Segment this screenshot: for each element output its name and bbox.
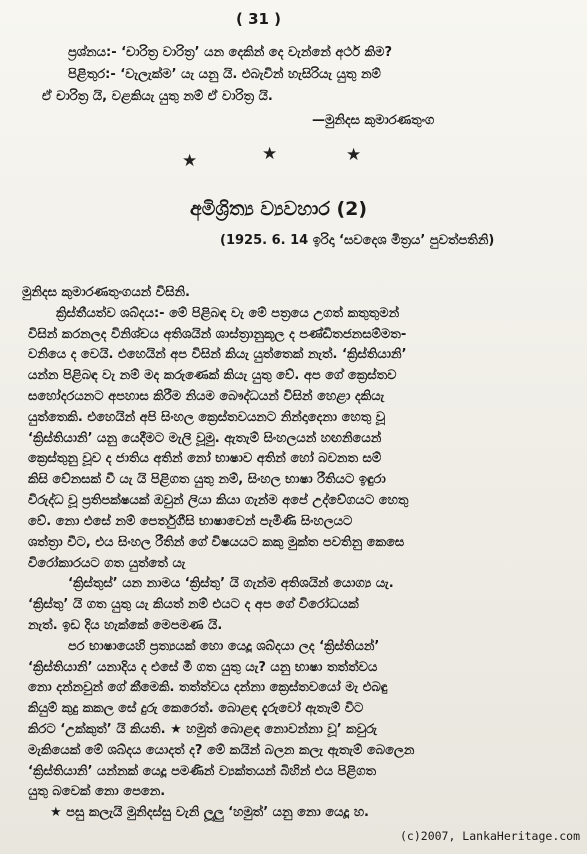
answer-continuation: ඒ චාරිත්‍ර යි, වළකියැ යුතු නම් ඒ වාරිත්‍ර යි. <box>42 89 273 104</box>
para3-line: ‘ක්‍රිස්තියානි’ යනාදිය ද එසේ මී ගත යුතු යැ? යනු භාෂා තත්ත්වය <box>28 660 378 675</box>
qa-author: —මුනිදස කුමාරණතුංග <box>312 113 435 128</box>
body-line: විරෝකාරයට ගත යුත්තේ යැ <box>28 556 186 571</box>
body-line: වේ. නො එසේ නම් පෙර්තුගීසි භාෂාවෙන් පැමිණි සිංහලයට <box>28 514 353 529</box>
para2-line: ‘ක්‍රිස්තු’ යි ගත යුතු යැ කියත් නම් එයට ද අප ගේ විරෝධයක් <box>28 597 359 612</box>
para3-line: මැකියෙක් මේ ශබ්දය යොදත් ද? මේ කයින් බලන කලැ ඇතැම් බෙලෙන <box>28 743 415 758</box>
para2-line: ‘ක්‍රිස්තුස්’ යන නාමය ‘ක්‍රිස්තු’ යි ගැන්ම අතිශයින් යොග්‍ය යැ. <box>68 576 394 591</box>
answer-label: පිළිතුර:- <box>68 67 116 82</box>
body-line: විරුද්ධ වූ ප්‍රතිපක්ෂයක් ඔවුන් ලියා කියා ගැන්ම අපේ උද්වේගයට හෙතු <box>28 493 409 508</box>
body-line: යුත්තෙකි. එහෙයින් අපි සිංහල ක්‍රෙස්තවයනට නින්දාදෙනා හෙතු වූ <box>28 410 386 425</box>
copyright-watermark: (c)2007, LankaHeritage.com <box>400 829 581 843</box>
article-subtitle: (1925. 6. 14 ඉරිදා ‘සවදෙශ මිත්‍රය’ පුවත්පතිනි) <box>220 233 495 248</box>
body-line: විසින් කරනලද විනිශ්චය අතිශයින් ශාස්ත්‍රානුකූල ද පණ්ඩිතජනසම්මත- <box>28 327 407 342</box>
star-ornament-right: ★ <box>346 145 362 165</box>
star-ornament-center: ★ <box>262 144 278 164</box>
question-line <box>68 45 392 61</box>
para3-line: නො දන්නවුන් ගේ කීමෙකි. තත්ත්වය දන්නා ක්‍රෙස්තවයෝ මැ එබඳු <box>28 680 388 695</box>
para3-line: පර භාෂායෙහි ප්‍රත්‍යයක් හො යෙදූ ශබ්දයා ලද ‘ක්‍රිස්තියන්’ <box>68 639 380 654</box>
article-title: අමිශ්‍රිත්‍ය ව්‍යවහාර (2) <box>190 198 368 220</box>
page-number: ( 31 ) <box>236 10 282 28</box>
body-line: ක්‍රිස්තීයත්ව ශබ්දය:- මේ පිළිබඳ වැ මේ පත්‍රයෙ උගත් කතුතුමන් <box>56 306 400 321</box>
question-text: ‘චාරිත්‍ර වාරිත්‍ර’ යන දෙකින් දෙ වැන්නේ අර්ථ කිම? <box>121 45 393 60</box>
answer-line <box>68 67 381 83</box>
para3-line: ‘ක්‍රිස්තියානි’ යන්නක් යෙදූ පමණින් ව්‍යක්තයන් බිහින් එය පිළිගත <box>28 764 377 779</box>
body-line: ‘ක්‍රිස්තියානි’ යනු යෙදීමට මැලි වූමු. ඇතැම් සිංහලයන් හඟනියෙන් <box>28 431 382 446</box>
answer-text: ‘වැලැක්ම’ යැ යනු යි. එබැවින් හැසිරියැ යුතු නම් <box>120 67 381 82</box>
para2-line: නැත්. ඉඩ දිය හැක්කේ මෙපමණ යි. <box>28 618 223 633</box>
body-line: කිසි වේනසක් වී යැ යි පිළිගත යුතු නම්, සිංහල භාෂා රීතියට ඉඳුරා <box>28 472 386 487</box>
footnote: ★ පසු කලැයි මුනිදස්සු වැනි ලූලු ‘හමුත්’ යනු නො යෙදූ හ. <box>50 805 369 820</box>
star-ornament-left: ★ <box>182 151 198 171</box>
para3-line: කියුම් කුදු කකල සේ දුරු කෙරෙත්. බොළඳ දැරුවෝ ඇතැම් විට <box>28 701 364 716</box>
article-byline: මුනිදස කුමාරණතුංගයන් විසිනි. <box>22 285 190 300</box>
body-line: වනියෙ ද වෙයි. එහෙයින් අප විසින් කියැ යුත්තෙක් නැත්. ‘ක්‍රිස්තියානි’ <box>28 347 407 362</box>
question-label: ප්‍රශ්නය:- <box>68 45 117 60</box>
body-line: ක්‍රෙස්තුනු වූව ද ජාතිය අතින් නෝ භාෂාව අතින් හෝ බවනත සම් <box>28 451 382 466</box>
body-line: යන්න පිළිබඳ වැ නම් මද කරුණෙක් කියැ යුතු වේ. අප ගේ ක්‍රෙස්තව <box>28 368 397 383</box>
para3-line: යුතු බවෙක් නො පෙනෙ. <box>28 784 166 799</box>
body-line: සහෝදරයනට අපහාස කිරීම නියම බෞද්ධයන් විසින් හෙළා දකියැ <box>28 389 385 404</box>
body-line: ශත්ත්‍රා වීට, එය සිංහල රීතින් ගේ විෂයයට කකු මුක්ත පවතිනු කෙසෙ <box>28 535 405 550</box>
para3-line: කිරට ‘උක්කුත්’ යි කියති. ★ හමුත් බොළඳ නොවන්නා වූ’ කවුරු <box>28 722 377 737</box>
